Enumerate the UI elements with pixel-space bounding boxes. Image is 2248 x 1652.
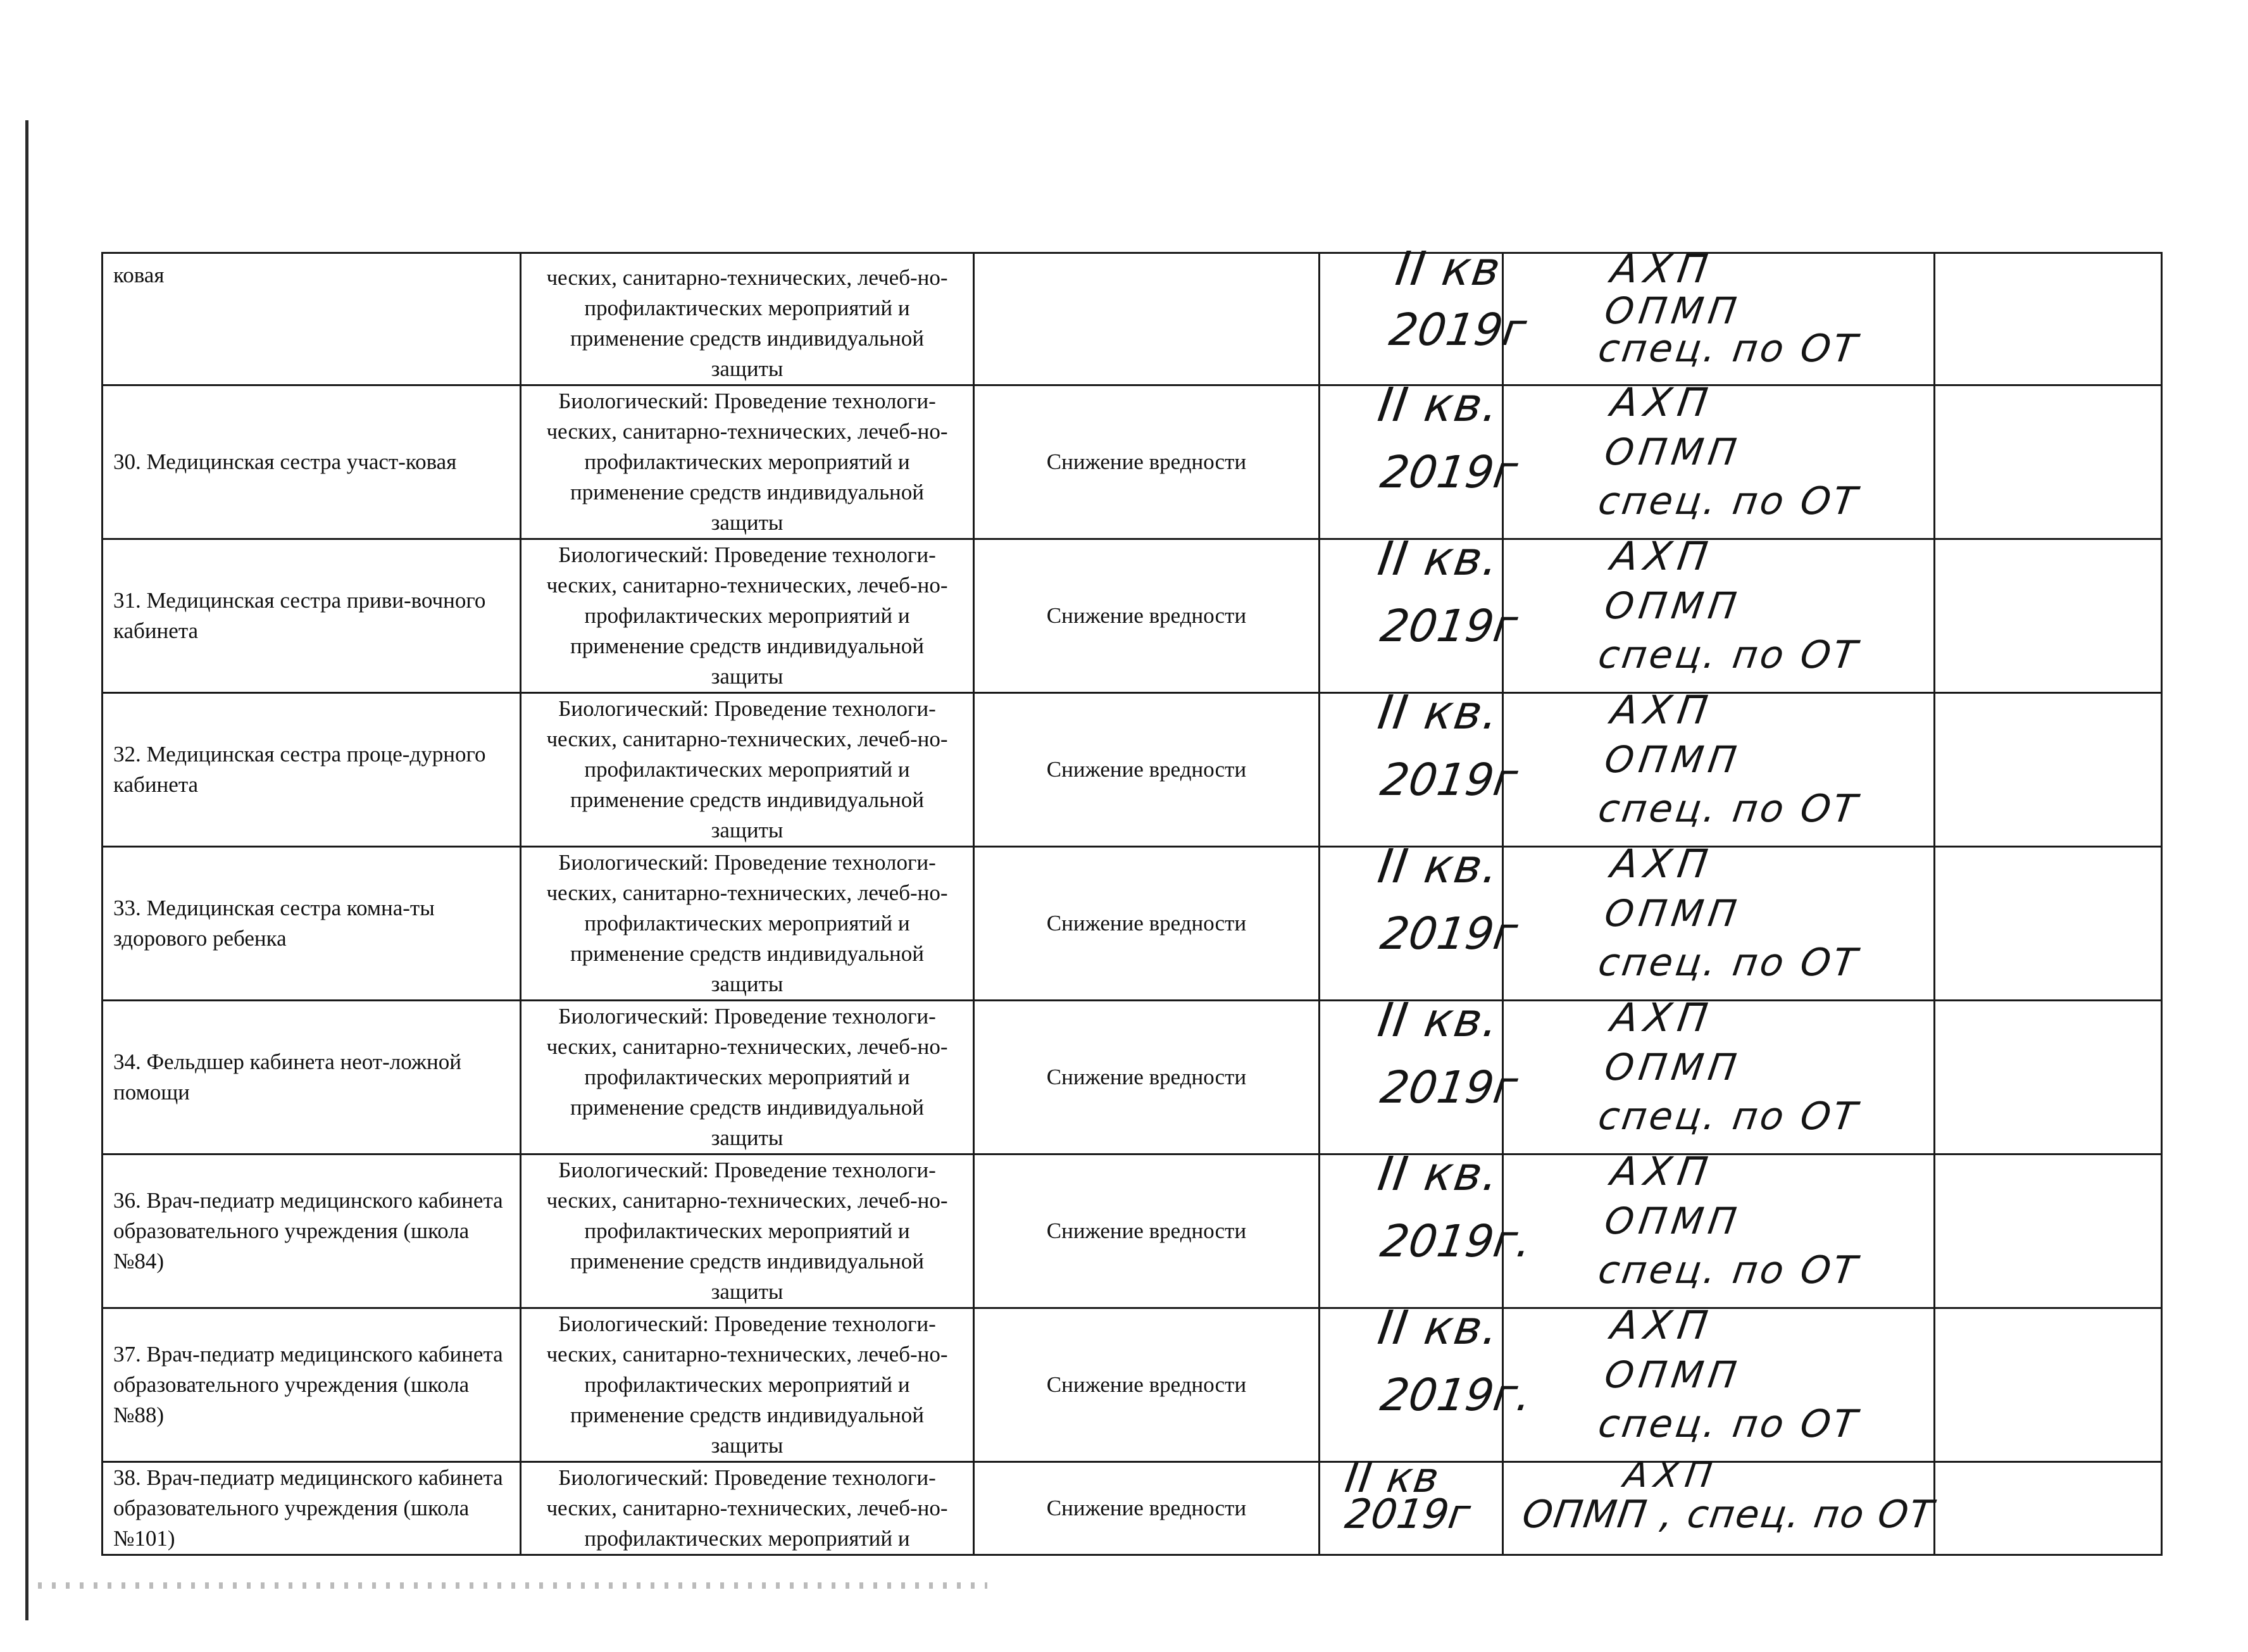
scan-noise — [38, 1582, 987, 1589]
handwritten-responsible-2: ОПМП — [1602, 584, 1744, 627]
goal-cell — [974, 253, 1320, 385]
note-cell — [1935, 693, 2162, 847]
note-cell — [1935, 1001, 2162, 1155]
handwritten-responsible-1: АХП — [1608, 246, 1717, 292]
handwritten-year: 2019г — [1377, 1061, 1521, 1113]
goal-cell: Снижение вредности — [974, 1308, 1320, 1462]
handwritten-responsible-2: ОПМП — [1602, 1353, 1744, 1396]
handwritten-year: 2019г — [1377, 600, 1521, 652]
handwritten-quarter: II кв — [1342, 1453, 1444, 1502]
role-cell: 32. Медицинская сестра проце-дурного кабинета — [103, 693, 521, 847]
handwritten-responsible-2: ОПМП — [1602, 738, 1744, 781]
goal-cell: Снижение вредности — [974, 539, 1320, 693]
measure-cell: Биологический: Проведение технологи-ческих, санитарно-технических, лечеб-но-профилактических мероприятий и применение средств индивидуальной защиты — [521, 1155, 974, 1308]
table-row-cut — [103, 1462, 2162, 1555]
responsible-cell — [1503, 687, 1935, 847]
handwritten-year: 2019г — [1386, 304, 1530, 356]
handwritten-responsible-2: ОПМП — [1602, 289, 1744, 332]
handwritten-year: 2019г — [1377, 754, 1521, 806]
handwritten-responsible-3: спец. по ОТ — [1595, 1402, 1862, 1446]
table-row — [103, 539, 2162, 693]
table-row-continued — [103, 253, 2162, 385]
role-cell: 33. Медицинская сестра комна-ты здорового ребенка — [103, 847, 521, 1001]
goal-cell: Снижение вредности — [974, 1462, 1320, 1555]
term-cell — [1320, 1147, 1535, 1308]
measure-cell: Биологический: Проведение технологи-ческих, санитарно-технических, лечеб-но-профилактических мероприятий и — [521, 1462, 974, 1555]
handwritten-year: 2019г. — [1377, 1369, 1535, 1421]
responsible-cell — [1503, 246, 1935, 385]
responsible-cell — [1503, 1302, 1935, 1462]
goal-cell: Снижение вредности — [974, 1155, 1320, 1308]
measures-table-wrapper — [101, 242, 2161, 1556]
handwritten-responsible-1: АХП — [1608, 841, 1717, 887]
handwritten-quarter: II кв. — [1374, 1301, 1504, 1355]
role-cell: 30. Медицинская сестра участ-ковая — [103, 385, 521, 539]
handwritten-responsible-1: АХП — [1608, 687, 1717, 733]
table-row — [103, 1308, 2162, 1462]
goal-cell: Снижение вредности — [974, 1001, 1320, 1155]
term-cell — [1320, 242, 1530, 385]
handwritten-year: 2019г — [1342, 1491, 1473, 1538]
term-cell — [1320, 532, 1521, 693]
goal-cell: Снижение вредности — [974, 693, 1320, 847]
handwritten-quarter: II кв. — [1374, 532, 1504, 586]
handwritten-responsible-3: спец. по ОТ — [1595, 327, 1862, 371]
handwritten-responsible-3: спец. по ОТ — [1595, 1094, 1862, 1139]
role-cell: 38. Врач-педиатр медицинского кабинета образовательного учреждения (школа №101) — [103, 1462, 521, 1555]
responsible-cell — [1503, 994, 1935, 1155]
measure-cell: Биологический: Проведение технологи-ческих, санитарно-технических, лечеб-но-профилактических мероприятий и применение средств индивидуальной защиты — [521, 1001, 974, 1155]
note-cell — [1935, 539, 2162, 693]
handwritten-responsible-1: АХП — [1608, 1302, 1717, 1348]
role-cell: 34. Фельдшер кабинета неот-ложной помощи — [103, 1001, 521, 1155]
term-cell — [1320, 685, 1521, 847]
table-row — [103, 385, 2162, 539]
handwritten-responsible-3: спец. по ОТ — [1595, 941, 1862, 985]
term-cell — [1320, 1301, 1535, 1462]
note-cell — [1935, 385, 2162, 539]
term-cell — [1320, 1453, 1503, 1555]
measure-cell: Биологический: Проведение технологи-ческих, санитарно-технических, лечеб-но-профилактических мероприятий и применение средств индивидуальной защиты — [521, 1308, 974, 1462]
goal-cell: Снижение вредности — [974, 385, 1320, 539]
handwritten-year: 2019г — [1377, 908, 1521, 960]
handwritten-responsible-2: ОПМП — [1602, 892, 1744, 935]
goal-cell: Снижение вредности — [974, 847, 1320, 1001]
note-cell — [1935, 1462, 2162, 1555]
handwritten-responsible-1: АХП — [1621, 1455, 1721, 1496]
handwritten-responsible-3: спец. по ОТ — [1595, 787, 1862, 831]
responsible-cell — [1503, 841, 1935, 1001]
measure-cell: Биологический: Проведение технологи-ческих, санитарно-технических, лечеб-но-профилактических мероприятий и применение средств индивидуальной защиты — [521, 847, 974, 1001]
table-row — [103, 847, 2162, 1001]
measure-cell: Биологический: Проведение технологи-ческих, санитарно-технических, лечеб-но-профилактических мероприятий и применение средств индивидуальной защиты — [521, 385, 974, 539]
handwritten-quarter: II кв. — [1374, 378, 1504, 432]
handwritten-responsible-1: АХП — [1608, 379, 1717, 425]
handwritten-responsible-1: АХП — [1608, 994, 1717, 1041]
note-cell — [1935, 1155, 2162, 1308]
handwritten-year: 2019г — [1377, 446, 1521, 498]
measure-cell: Биологический: Проведение технологи-ческих, санитарно-технических, лечеб-но-профилактических мероприятий и применение средств индивидуальной защиты — [521, 693, 974, 847]
term-cell — [1320, 839, 1521, 1001]
handwritten-quarter: II кв. — [1374, 993, 1504, 1048]
role-cell: ковая — [103, 253, 521, 385]
handwritten-quarter: II кв — [1392, 242, 1505, 296]
role-cell: 36. Врач-педиатр медицинского кабинета образовательного учреждения (школа №84) — [103, 1155, 521, 1308]
handwritten-responsible-1: АХП — [1608, 1148, 1717, 1194]
term-cell — [1320, 378, 1521, 539]
note-cell — [1935, 253, 2162, 385]
note-cell — [1935, 1308, 2162, 1462]
measure-cell: Биологический: Проведение технологи-ческих, санитарно-технических, лечеб-но-профилактических мероприятий и применение средств индивидуальной защиты — [521, 539, 974, 693]
table-row — [103, 1001, 2162, 1155]
handwritten-responsible-2: ОПМП , спец. по ОТ — [1520, 1492, 1937, 1537]
handwritten-quarter: II кв. — [1374, 685, 1504, 740]
handwritten-responsible-3: спец. по ОТ — [1595, 633, 1862, 677]
responsible-cell — [1503, 379, 1935, 539]
measure-cell: ческих, санитарно-технических, лечеб-но-профилактических мероприятий и применение средств индивидуальной защиты — [521, 253, 974, 385]
handwritten-responsible-2: ОПМП — [1602, 1199, 1744, 1242]
responsible-cell — [1503, 533, 1935, 693]
handwritten-quarter: II кв. — [1374, 1147, 1504, 1201]
responsible-cell — [1503, 1148, 1935, 1308]
measures-table — [101, 242, 2163, 1556]
handwritten-responsible-2: ОПМП — [1602, 1046, 1744, 1089]
table-row — [103, 693, 2162, 847]
term-cell — [1320, 993, 1521, 1155]
handwritten-responsible-1: АХП — [1608, 533, 1717, 579]
role-cell: 31. Медицинская сестра приви-вочного кабинета — [103, 539, 521, 693]
role-cell: 37. Врач-педиатр медицинского кабинета образовательного учреждения (школа №88) — [103, 1308, 521, 1462]
handwritten-responsible-3: спец. по ОТ — [1595, 1248, 1862, 1292]
responsible-cell — [1503, 1455, 1937, 1555]
handwritten-responsible-3: спец. по ОТ — [1595, 479, 1862, 523]
handwritten-quarter: II кв. — [1374, 839, 1504, 894]
note-cell — [1935, 847, 2162, 1001]
handwritten-year: 2019г. — [1377, 1215, 1535, 1267]
table-row — [103, 1155, 2162, 1308]
scan-left-edge — [25, 120, 28, 1620]
handwritten-responsible-2: ОПМП — [1602, 430, 1744, 473]
